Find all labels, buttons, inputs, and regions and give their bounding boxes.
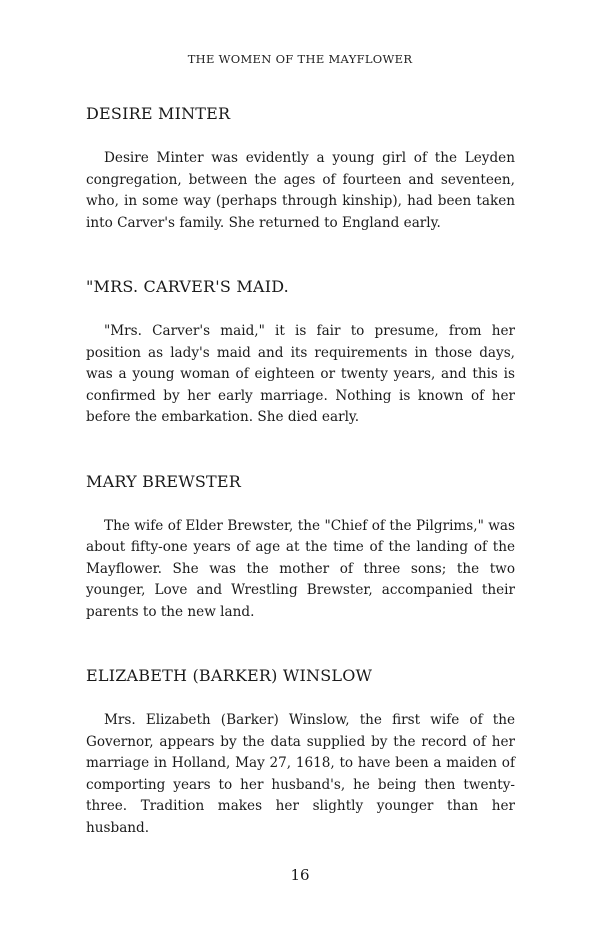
section-title: MARY BREWSTER	[86, 471, 242, 491]
section-body: "Mrs. Carver's maid," it is fair to presume, from her position as lady's maid and its requirements in those days, was a young woman of eighteen or twenty years, and this is confirmed by her early marriage. Nothing is known of her before the embarkation. She died early.	[86, 323, 515, 425]
section-title: "MRS. CARVER'S MAID.	[86, 277, 289, 296]
section-title: DESIRE MINTER	[86, 104, 231, 123]
section-mrs-carvers-maid	[86, 273, 515, 429]
section-title: ELIZABETH (BARKER) WINSLOW	[86, 666, 373, 685]
section-elizabeth-winslow	[86, 662, 515, 839]
page-number: 16	[290, 866, 310, 884]
section-body: Desire Minter was evidently a young girl of the Leyden congregation, between the ages of fourteen and seventeen, who, in some way (perhaps through kinship), had been taken into Carver's family. She returned to England early.	[86, 150, 515, 231]
section-body: Mrs. Elizabeth (Barker) Winslow, the first wife of the Governor, appears by the data supplied by the record of her marriage in Holland, May 27, 1618, to have been a maiden of comporting years to her husband's, he being then twenty-three. Tradition makes her slightly younger than her husband.	[86, 712, 515, 836]
section-desire-minter	[86, 100, 515, 234]
section-body: The wife of Elder Brewster, the "Chief of the Pilgrims," was about fifty-one years of age at the time of the landing of the Mayflower. She was the mother of three sons; the two younger, Love and Wrestling Brewster, accompanied their parents to the new land.	[86, 517, 515, 620]
section-mary-brewster	[86, 468, 515, 624]
running-head: THE WOMEN OF THE MAYFLOWER	[187, 52, 413, 66]
page-content	[86, 100, 515, 839]
